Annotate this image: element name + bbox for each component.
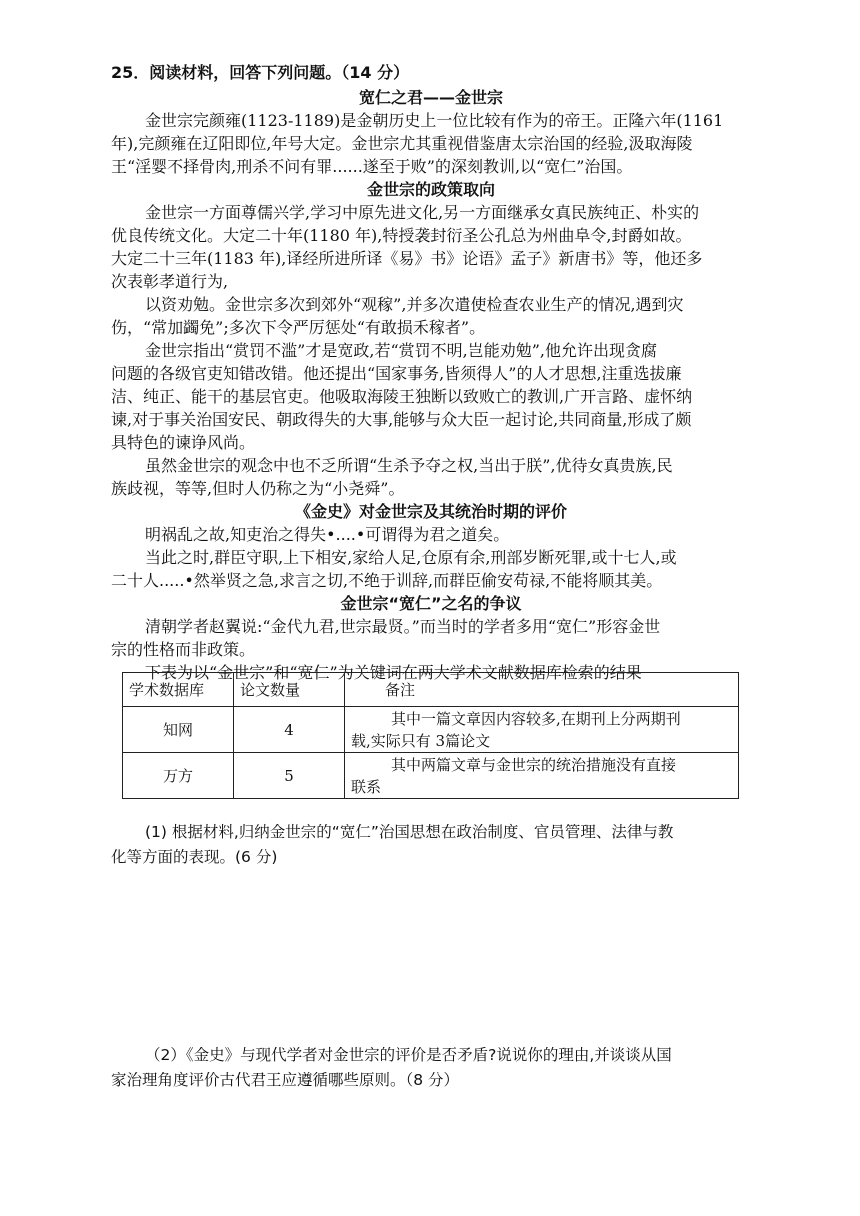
table-cell-db: 万方 xyxy=(123,753,234,799)
paragraph-line: 明祸乱之故,知吏治之得失•....•可谓得为君之道矣。 xyxy=(145,525,510,544)
question-prompt: 阅读材料，回答下列问题。（14 分） xyxy=(149,63,410,82)
paragraph-line: 清朝学者赵翼说:“金代九君,世宗最贤。”而当时的学者多用“宽仁”形容金世 xyxy=(145,617,661,636)
note-line: 载,实际只有 3篇论文 xyxy=(351,731,491,750)
paragraph-line: 金世宗指出“赏罚不滥”才是宽政,若“赏罚不明,岂能劝勉”,他允许出现贪腐 xyxy=(145,341,657,360)
table-cell-db: 知网 xyxy=(123,707,234,753)
subquestion-2-line: 家治理角度评价古代君王应遵循哪些原则。（8 分） xyxy=(111,1071,460,1089)
note-line: 联系 xyxy=(351,777,382,796)
subquestion-1-line: (1) 根据材料,归纳金世宗的“宽仁”治国思想在政治制度、官员管理、法律与教 xyxy=(145,823,674,841)
table-row xyxy=(123,707,739,753)
paragraph-line: 洁、纯正、能干的基层官吏。他吸取海陵王独断以致败亡的教训,广开言路、虚怀纳 xyxy=(111,387,693,406)
table-cell-count: 5 xyxy=(234,753,345,799)
paragraph-line: 二十人.....•然举贤之急,求言之切,不绝于训辞,而群臣偷安苟禄,不能将顺其美。 xyxy=(111,571,663,590)
paragraph-line: 王“淫婴不择骨肉,刑杀不问有罪......遂至于败”的深刻教训,以“宽仁”治国。 xyxy=(111,157,633,176)
subquestion-1-line: 化等方面的表现。(6 分) xyxy=(111,848,278,866)
table-cell-note xyxy=(345,707,739,753)
paragraph-line: 次表彰孝道行为, xyxy=(111,272,229,291)
section-title-4: 金世宗“宽仁”之名的争议 xyxy=(340,594,522,613)
paragraph-line: 伤，“常加蠲免”;多次下令严厉惩处“有敢损禾稼者”。 xyxy=(111,318,486,337)
paragraph-line: 当此之时,群臣守职,上下相安,家给人足,仓原有余,刑部岁断死罪,或十七人,或 xyxy=(145,548,677,567)
question-number: 25． xyxy=(111,63,150,82)
note-line: 其中两篇文章与金世宗的统治措施没有直接 xyxy=(391,755,677,774)
table-header-cell: 论文数量 xyxy=(234,673,345,707)
paragraph-line: 金世宗一方面尊儒兴学,学习中原先进文化,另一方面继承女真民族纯正、朴实的 xyxy=(145,203,700,222)
section-title-3: 《金史》对金世宗及其统治时期的评价 xyxy=(294,502,567,521)
table-cell-note xyxy=(345,753,739,799)
paragraph-line: 大定二十三年(1183 年),译经所进所译《易》书》论语》孟子》新唐书》等，他还多 xyxy=(111,249,703,268)
table-caption: 下表为以“金世宗”和“宽仁”为关键词在两大学术文献数据库检索的结果 xyxy=(145,663,642,682)
paragraph-line: 谏,对于事关治国安民、朝政得失的大事,能够与众大臣一起讨论,共同商量,形成了颇 xyxy=(111,410,692,429)
paragraph-line: 优良传统文化。大定二十年(1180 年),特授袭封衍圣公孔总为州曲阜令,封爵如故。 xyxy=(111,226,692,245)
subquestion-2-line: （2）《金史》与现代学者对金世宗的评价是否矛盾?说说你的理由,并谈谈从国 xyxy=(145,1046,672,1064)
note-line: 其中一篇文章因内容较多,在期刊上分两期刊 xyxy=(391,709,681,728)
table-cell-count: 4 xyxy=(234,707,345,753)
section-title-2: 金世宗的政策取向 xyxy=(366,180,495,199)
search-results-table xyxy=(122,672,739,799)
paragraph-line: 问题的各级官吏知错改错。他还提出“国家事务,皆须得人”的人才思想,注重选拔廉 xyxy=(111,364,682,383)
paragraph-line: 虽然金世宗的观念中也不乏所谓“生杀予夺之权,当出于朕”,优待女真贵族,民 xyxy=(145,456,673,475)
paragraph-line: 具特色的谏诤风尚。 xyxy=(111,433,256,452)
question-header xyxy=(111,61,751,85)
table-row xyxy=(123,753,739,799)
table-header-row xyxy=(123,673,739,707)
paragraph-line: 以资劝勉。金世宗多次到郊外“观稼”,并多次遣使检查农业生产的情况,遇到灾 xyxy=(145,295,684,314)
paragraph-line: 金世宗完颜雍(1123-1189)是金朝历史上一位比较有作为的帝王。正隆六年(1161 xyxy=(145,111,724,130)
paragraph-line: 族歧视，等等,但时人仍称之为“小尧舜”。 xyxy=(111,479,405,498)
paragraph-line: 年),完颜雍在辽阳即位,年号大定。金世宗尤其重视借鉴唐太宗治国的经验,汲取海陵 xyxy=(111,134,693,153)
section-title-1: 宽仁之君——金世宗 xyxy=(358,88,503,107)
table-header-cell: 学术数据库 xyxy=(123,673,234,707)
table-header-cell: 备注 xyxy=(345,673,739,707)
paragraph-line: 宗的性格而非政策。 xyxy=(111,640,256,659)
